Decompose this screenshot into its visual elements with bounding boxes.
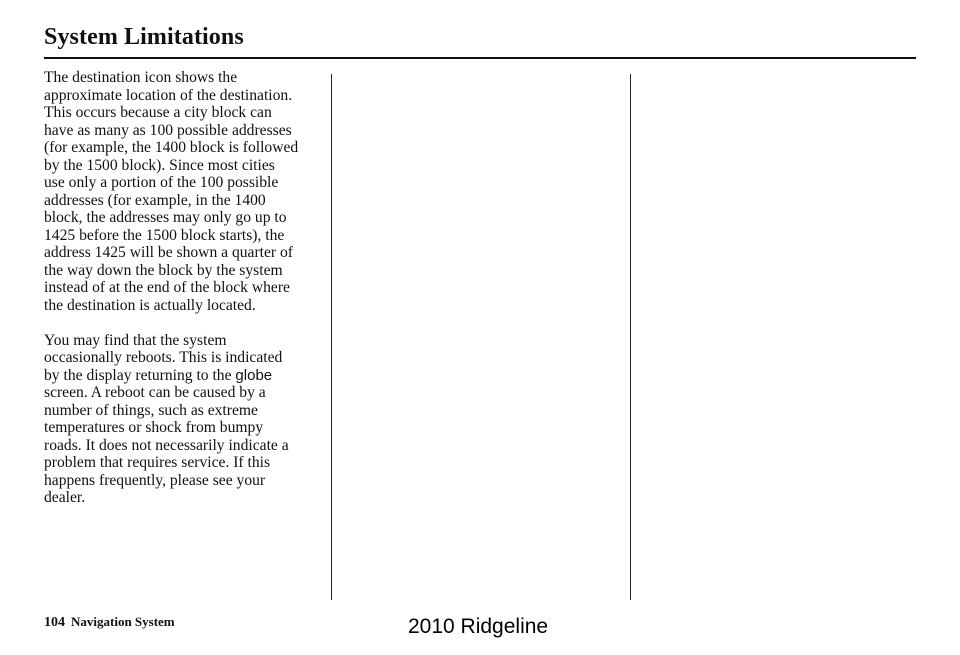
text-line: approximate location of the destination. [44,86,293,104]
globe-keyword: globe [235,366,273,384]
text-line: use only a portion of the 100 possible [44,174,279,191]
text-line: This occurs because a city block can [44,104,272,121]
text-line: have as many as 100 possible addresses [44,121,292,139]
text-line: instead of at the end of the block where [44,279,290,296]
text-line: You may find that the system [44,331,227,349]
paragraph-reboot [44,332,320,507]
column-divider-right [630,74,631,600]
text-line: (for example, the 1400 block is followed [44,139,299,156]
text-line: addresses (for example, in the 1400 [44,191,266,209]
text-line: roads. It does not necessarily indicate a [44,436,289,454]
text-line: The destination icon shows the [44,69,238,86]
text-line: happens frequently, please see your [44,471,266,489]
text-line-with-keyword [44,367,320,385]
paragraph-destination-icon [44,69,320,314]
text-line: screen. A reboot can be caused by a [44,384,266,401]
text-column [44,69,320,524]
text-line: occasionally reboots. This is indicated [44,349,283,366]
page-number: 104 [44,615,65,630]
page-title: System Limitations [44,24,244,50]
text-line: 1425 before the 1500 block starts), the [44,226,285,244]
text-line: block, the addresses may only go up to [44,209,287,226]
text-line: address 1425 will be shown a quarter of [44,244,294,261]
title-divider [44,57,916,59]
text-segment: by the display returning to the [44,366,236,384]
text-line: the destination is actually located. [44,296,256,314]
page-footer [44,614,175,631]
text-line: by the 1500 block). Since most cities [44,156,275,174]
watermark-text: 2010 Ridgeline [408,615,549,638]
section-name: Navigation System [71,614,175,629]
text-line: temperatures or shock from bumpy [44,419,264,436]
text-line: number of things, such as extreme [44,401,258,419]
text-line: the way down the block by the system [44,261,283,279]
text-line: dealer. [44,489,86,506]
text-line: problem that requires service. If this [44,454,271,471]
column-divider-left [331,74,332,600]
